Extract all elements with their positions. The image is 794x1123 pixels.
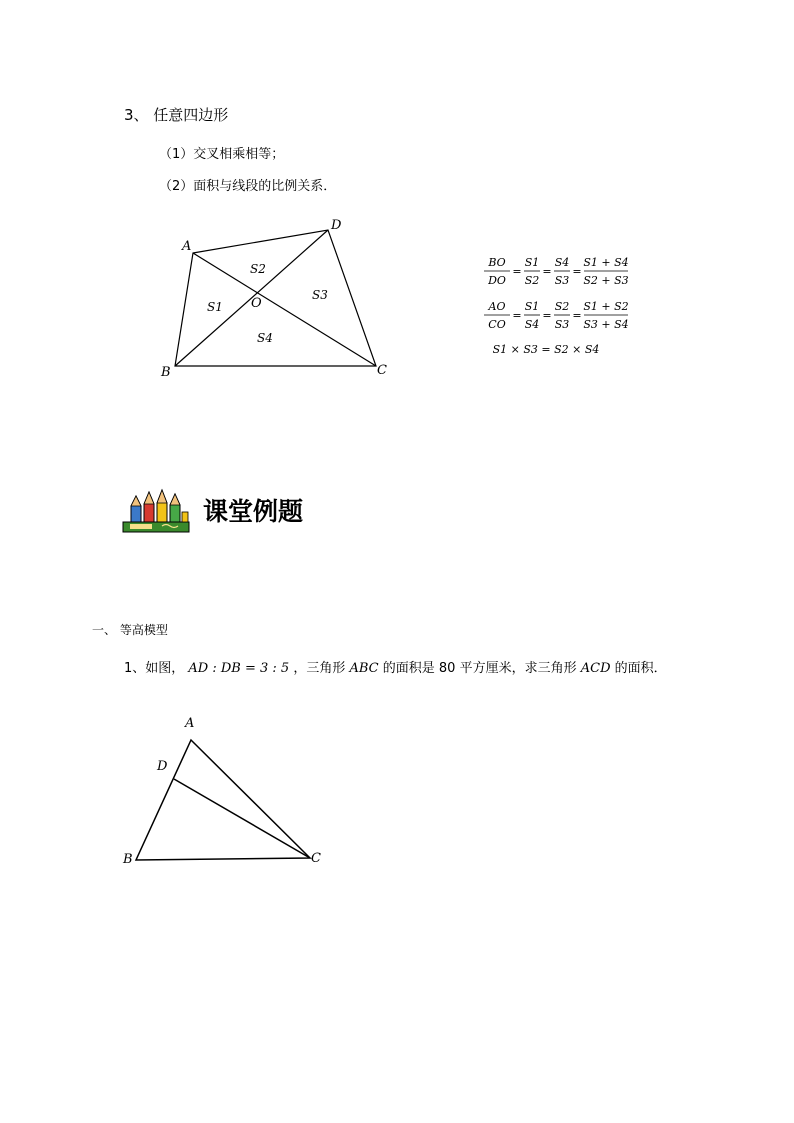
svg-text:=: = [542,309,552,322]
section-title: 3、 任意四边形 [124,106,229,124]
quadrilateral-outline [175,230,376,366]
area-s1: S1 [207,300,223,314]
frac-s4-s3-den: S3 [554,274,570,287]
vertex-c: C [377,363,387,378]
problem-mid2: 的面积是 80 平方厘米，求三角形 [382,661,577,676]
problem-suffix: 的面积． [614,661,667,676]
frac-s1-s4-num: S1 [524,300,540,313]
frac-s4-s3-num: S4 [554,256,570,269]
svg-text:=: = [512,265,522,278]
item-cross-multiply: （1）交叉相乘相等； [159,147,285,162]
svg-text:=: = [572,265,582,278]
frac-s1-s2-num: S1 [524,256,540,269]
model-title: 一、 等高模型 [92,623,168,637]
area-s4: S4 [257,331,273,345]
frac-s1-s4-den: S4 [524,318,540,331]
ratio-formulas [470,250,640,360]
frac-s1s2-s3s4-den: S3 + S4 [583,318,629,331]
frac-s2-s3-num: S2 [554,300,570,313]
frac-ao-co-den: CO [488,318,506,331]
problem-tri1: ABC [349,661,379,676]
problem-mid1: ，三角形 [293,661,346,676]
problem-prefix: 1、如图， [124,661,185,676]
problem-ratio: AD : DB = 3 : 5 [188,661,290,676]
vertex-a: A [182,239,192,254]
area-s2: S2 [250,262,266,276]
frac-s1s2-s3s4-num: S1 + S2 [583,300,629,313]
svg-text:=: = [512,309,522,322]
frac-bo-do-den: DO [488,274,506,287]
frac-s1-s2-den: S2 [524,274,540,287]
frac-s2-s3-den: S3 [554,318,570,331]
frac-s1s4-s2s3-den: S2 + S3 [583,274,629,287]
triangle-figure [0,700,400,880]
product-identity: S1 × S3 = S2 × S4 [492,343,600,356]
vertex-b: B [123,852,133,867]
vertex-o: O [251,296,262,311]
problem-1 [124,657,667,676]
svg-text:=: = [542,265,552,278]
area-s3: S3 [312,288,328,302]
vertex-d: D [331,218,342,233]
svg-text:=: = [572,309,582,322]
pencils-icon [122,488,190,534]
quadrilateral-figure [0,0,794,420]
vertex-b: B [161,365,171,380]
vertex-a: A [185,716,195,731]
frac-ao-co-num: AO [488,300,506,313]
banner-title: 课堂例题 [203,497,304,526]
frac-bo-do-num: BO [488,256,506,269]
vertex-d: D [157,759,168,774]
vertex-c: C [311,851,321,866]
problem-tri2: ACD [580,661,611,676]
frac-s1s4-s2s3-num: S1 + S4 [583,256,629,269]
item-area-ratio: （2）面积与线段的比例关系． [159,179,337,194]
